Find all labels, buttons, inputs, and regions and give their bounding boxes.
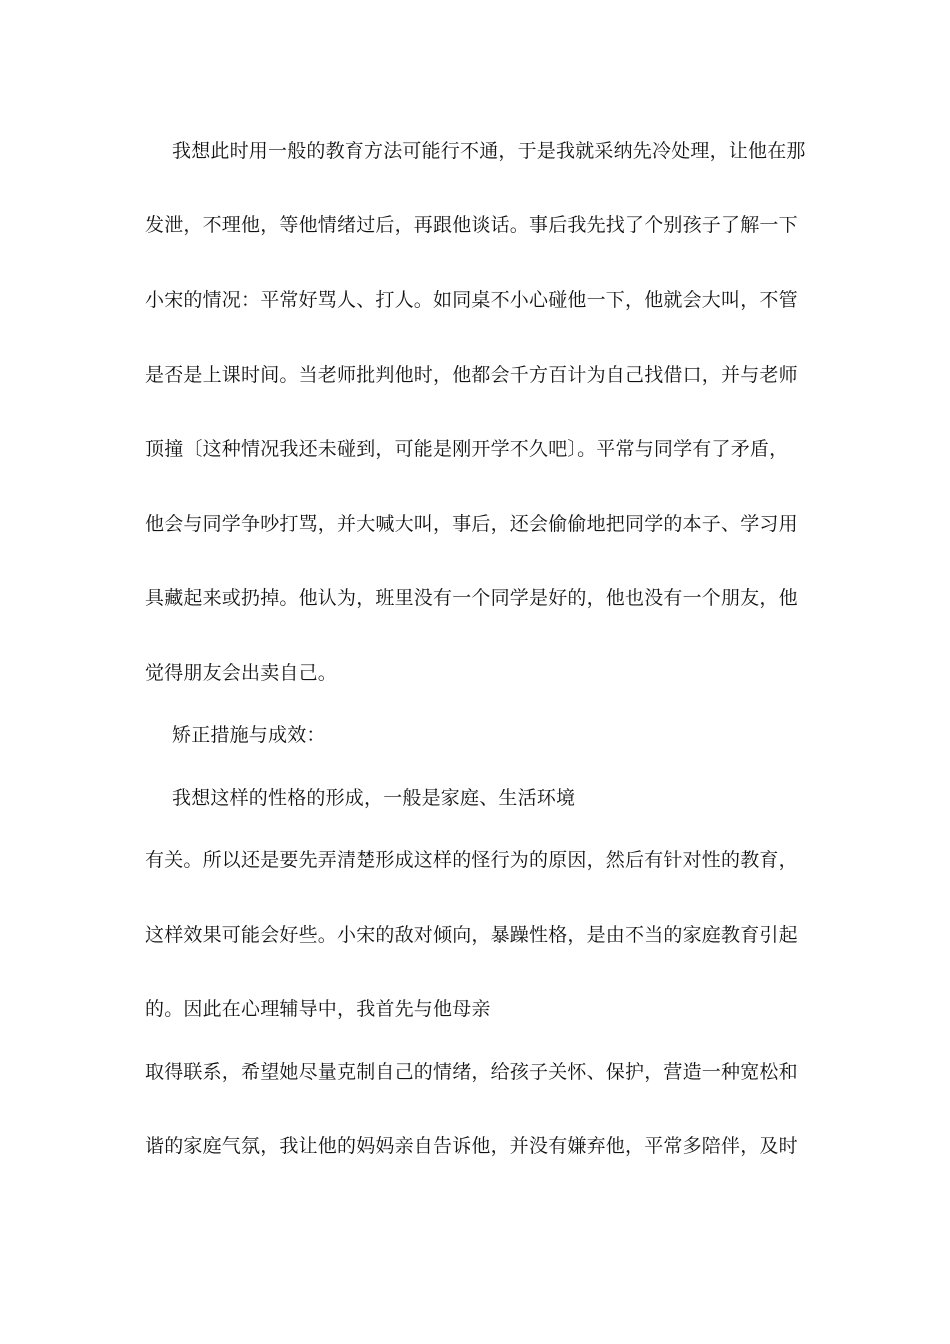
paragraph-line: 发泄，不理他，等他情绪过后，再跟他谈话。事后我先找了个别孩子了解一下 <box>145 214 798 236</box>
paragraph-line: 我想这样的性格的形成，一般是家庭、生活环境 <box>172 787 576 809</box>
paragraph-line: 取得联系，希望她尽量克制自己的情绪，给孩子关怀、保护，营造一种宽松和 <box>145 1061 798 1083</box>
paragraph-line: 顶撞〔这种情况我还未碰到，可能是刚开学不久吧〕。平常与同学有了矛盾， <box>145 438 789 460</box>
paragraph-line: 是否是上课时间。当老师批判他时，他都会千方百计为自己找借口，并与老师 <box>145 364 798 386</box>
section-heading: 矫正措施与成效： <box>172 724 326 746</box>
paragraph-line: 谐的家庭气氛，我让他的妈妈亲自告诉他，并没有嫌弃他，平常多陪伴，及时 <box>145 1135 798 1157</box>
paragraph-line: 这样效果可能会好些。小宋的敌对倾向，暴躁性格，是由不当的家庭教育引起 <box>145 924 798 946</box>
paragraph-line: 小宋的情况：平常好骂人、打人。如同桌不小心碰他一下，他就会大叫，不管 <box>145 289 798 311</box>
paragraph-line: 的。因此在心理辅导中，我首先与他母亲 <box>145 998 491 1020</box>
paragraph-line: 具藏起来或扔掉。他认为，班里没有一个同学是好的，他也没有一个朋友，他 <box>145 587 798 609</box>
paragraph-line: 他会与同学争吵打骂，并大喊大叫，事后，还会偷偷地把同学的本子、学习用 <box>145 513 798 535</box>
paragraph-line: 我想此时用一般的教育方法可能行不通，于是我就采纳先冷处理，让他在那 <box>172 140 806 162</box>
paragraph-line: 觉得朋友会出卖自己。 <box>145 662 338 684</box>
paragraph-line: 有关。所以还是要先弄清楚形成这样的怪行为的原因，然后有针对性的教育， <box>145 849 798 871</box>
